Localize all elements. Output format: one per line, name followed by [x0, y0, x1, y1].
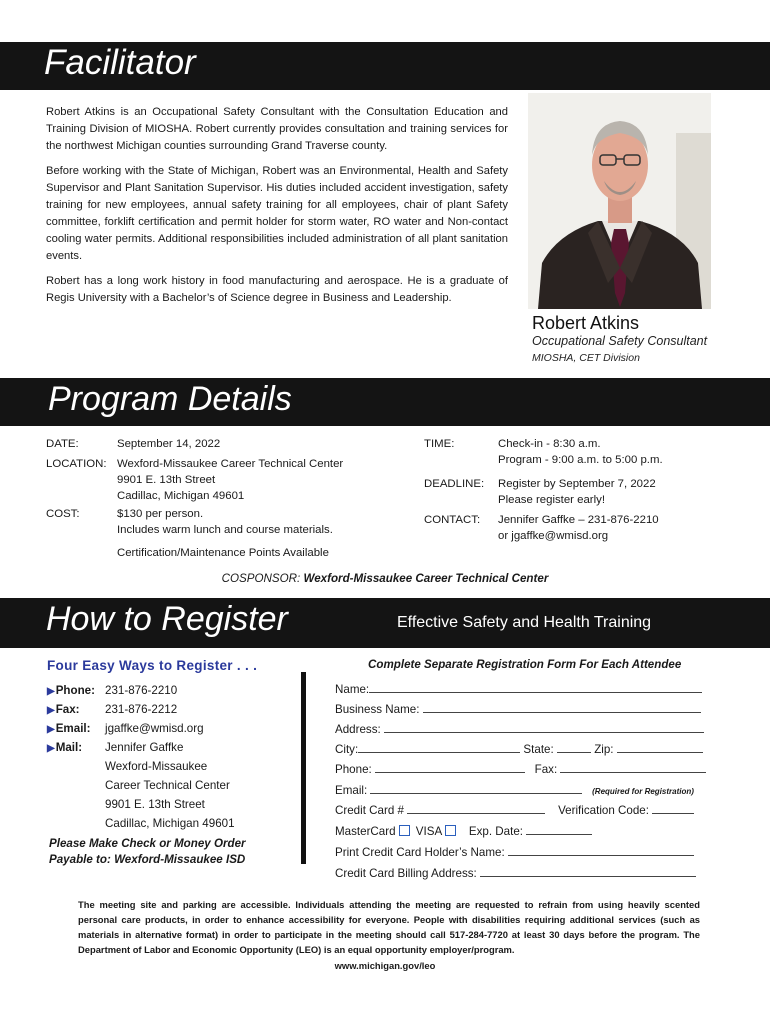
- required-note: (Required for Registration): [592, 787, 694, 796]
- mail-address: [105, 757, 235, 833]
- section-divider: [301, 672, 306, 864]
- form-row-card: [335, 803, 694, 817]
- bio-paragraph-3: Robert has a long work history in food manufacturing and aerospace. He is a graduate of Regis University with a Bachelor’s of Science degree in Business and Leadership.: [46, 275, 508, 304]
- phone-form-label: Phone:: [335, 763, 372, 776]
- way-fax: [47, 700, 177, 720]
- payable-note: [49, 836, 246, 868]
- form-row-holder: [335, 845, 694, 859]
- card-label: Credit Card #: [335, 804, 404, 817]
- location-value: [117, 456, 343, 504]
- zip-field[interactable]: [617, 742, 703, 753]
- email-label: Email:: [55, 722, 91, 735]
- form-row-phone: [335, 762, 706, 776]
- form-row-business: [335, 702, 701, 716]
- state-label: State:: [523, 743, 554, 756]
- program-heading: Program Details: [48, 380, 292, 418]
- address-field[interactable]: [384, 722, 704, 733]
- payable-line-1: Please Make Check or Money Order: [49, 837, 246, 850]
- address-label: Address:: [335, 723, 381, 736]
- fax-label: Fax:: [55, 703, 80, 716]
- cosponsor-label: COSPONSOR:: [221, 572, 301, 585]
- city-field[interactable]: [358, 742, 520, 753]
- cost-value: [117, 506, 333, 538]
- facilitator-name: Robert Atkins: [532, 313, 640, 333]
- name-field[interactable]: [369, 682, 702, 693]
- exp-field[interactable]: [526, 824, 592, 835]
- phone-number[interactable]: 231-876-2210: [105, 684, 178, 697]
- form-row-email: [335, 783, 694, 797]
- contact-value: [498, 512, 659, 544]
- fax-number: 231-876-2212: [105, 703, 178, 716]
- contact-line-2: or jgaffke@wmisd.org: [498, 530, 609, 542]
- email-field[interactable]: [370, 783, 582, 794]
- bio-paragraph-1: Robert Atkins is an Occupational Safety Consultant with the Consultation Education and Training Division of MIOSHA. Robert currently provides consultation and training services for the northwest Michigan counties surrounding Grand Traverse county.: [46, 106, 508, 152]
- deadline-line-2: Please register early!: [498, 494, 605, 506]
- date-label: DATE:: [46, 438, 79, 450]
- billing-label: Credit Card Billing Address:: [335, 867, 477, 880]
- state-field[interactable]: [557, 742, 591, 753]
- form-row-city: [335, 742, 703, 756]
- billing-field[interactable]: [480, 866, 696, 877]
- way-mail: [47, 738, 183, 758]
- verification-label: Verification Code:: [558, 804, 649, 817]
- phone-label: Phone:: [55, 684, 95, 697]
- deadline-line-1: Register by September 7, 2022: [498, 478, 656, 490]
- way-email: [47, 719, 204, 739]
- deadline-label: DEADLINE:: [424, 478, 485, 490]
- facilitator-header-band: [0, 42, 770, 90]
- facilitator-photo: [528, 93, 711, 309]
- register-heading: How to Register: [46, 600, 288, 638]
- date-value: September 14, 2022: [117, 438, 221, 450]
- business-label: Business Name:: [335, 703, 420, 716]
- facilitator-heading: Facilitator: [44, 43, 196, 82]
- email-form-label: Email:: [335, 784, 368, 797]
- cost-line-2: Includes warm lunch and course materials.: [117, 524, 333, 536]
- mail-line-4: 9901 E. 13th Street: [105, 798, 205, 811]
- holder-label: Print Credit Card Holder’s Name:: [335, 846, 505, 859]
- form-title: Complete Separate Registration Form For Each Attendee: [368, 658, 682, 671]
- way-phone: [47, 681, 177, 701]
- time-value: [498, 436, 663, 468]
- fax-field[interactable]: [560, 762, 706, 773]
- business-field[interactable]: [423, 702, 701, 713]
- cosponsor-name: Wexford-Missaukee Career Technical Center: [303, 572, 549, 585]
- triangle-right-icon: ▶: [47, 724, 55, 735]
- location-label: LOCATION:: [46, 458, 107, 470]
- mail-line-5: Cadillac, Michigan 49601: [105, 817, 235, 830]
- form-row-address: [335, 722, 704, 736]
- zip-label: Zip:: [594, 743, 614, 756]
- visa-checkbox[interactable]: [445, 825, 456, 836]
- cost-label: COST:: [46, 508, 80, 520]
- mail-line-1: Jennifer Gaffke: [105, 741, 184, 754]
- verification-field[interactable]: [652, 803, 694, 814]
- phone-field[interactable]: [375, 762, 525, 773]
- mastercard-checkbox[interactable]: [399, 825, 410, 836]
- mastercard-label: MasterCard: [335, 825, 396, 838]
- facilitator-bio: [46, 104, 508, 315]
- accessibility-notice: The meeting site and parking are accessible. Individuals attending the meeting are requested to refrain from using heavily scented personal care products, in order to enhance accessibility for everyone. People with disabilities requiring additional services (such as materials in alternative format) in order to participate in the meeting should call 517-284-7720 at least 30 days before the program. The Department of Labor and Economic Opportunity (LEO) is an equal opportunity employer/program.: [78, 899, 700, 955]
- contact-line-1: Jennifer Gaffke – 231-876-2210: [498, 514, 659, 526]
- location-line-1: Wexford-Missaukee Career Technical Center: [117, 458, 344, 470]
- name-label: Name:: [335, 683, 370, 696]
- visa-label: VISA: [415, 825, 443, 838]
- register-header-band: [0, 598, 770, 648]
- form-row-cardtype: [335, 824, 592, 838]
- location-line-2: 9901 E. 13th Street: [117, 474, 216, 486]
- points-note: Certification/Maintenance Points Available: [117, 547, 329, 559]
- mail-line-2: Wexford-Missaukee: [105, 760, 208, 773]
- mail-line-3: Career Technical Center: [105, 779, 230, 792]
- register-subheading: Effective Safety and Health Training: [397, 614, 652, 631]
- portrait-image: [528, 93, 711, 309]
- triangle-right-icon: ▶: [47, 705, 55, 716]
- triangle-right-icon: ▶: [47, 686, 55, 697]
- card-field[interactable]: [407, 803, 545, 814]
- email-link[interactable]: jgaffke@wmisd.org: [105, 722, 204, 735]
- cosponsor-line: [0, 572, 770, 585]
- form-row-name: [335, 682, 702, 696]
- fax-form-label: Fax:: [534, 763, 558, 776]
- time-line-1: Check-in - 8:30 a.m.: [498, 438, 601, 450]
- program-header-band: [0, 378, 770, 426]
- facilitator-title: Occupational Safety Consultant: [532, 334, 708, 348]
- deadline-value: [498, 476, 656, 508]
- payable-line-2: Payable to: Wexford-Missaukee ISD: [49, 853, 246, 866]
- time-line-2: Program - 9:00 a.m. to 5:00 p.m.: [498, 454, 663, 466]
- location-line-3: Cadillac, Michigan 49601: [117, 490, 245, 502]
- city-label: City:: [335, 743, 359, 756]
- ways-title: Four Easy Ways to Register . . .: [47, 658, 258, 673]
- time-label: TIME:: [424, 438, 455, 450]
- footer-url[interactable]: www.michigan.gov/leo: [334, 960, 436, 971]
- form-row-billing: [335, 866, 696, 880]
- cost-line-1: $130 per person.: [117, 508, 204, 520]
- bio-paragraph-2: Before working with the State of Michigan, Robert was an Environmental, Health and Safety Supervisor and Plant Sanitation Supervisor. His duties included accident investigation, safety training for new employees, annual safety training for all employees, chair of plant Safety committee, forklift certification and permit holder for storm water, RO water and Non-contact cooling water permits. Additional responsibilities included administration of all plant sanitation events.: [46, 165, 508, 262]
- exp-label: Exp. Date:: [468, 825, 524, 838]
- contact-label: CONTACT:: [424, 514, 481, 526]
- mail-label: Mail:: [55, 741, 83, 754]
- facilitator-org: MIOSHA, CET Division: [532, 352, 640, 364]
- holder-field[interactable]: [508, 845, 694, 856]
- triangle-right-icon: ▶: [47, 743, 55, 754]
